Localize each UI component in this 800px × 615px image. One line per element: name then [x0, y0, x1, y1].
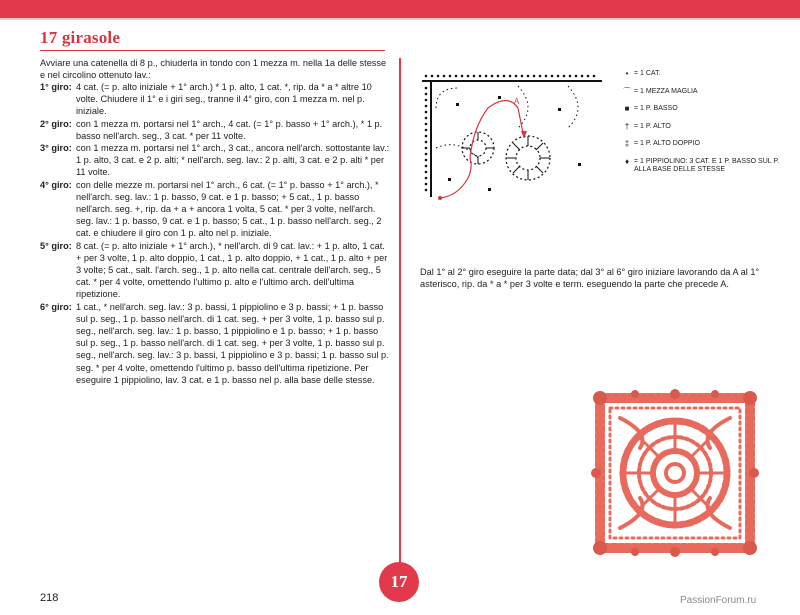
round-6 [40, 301, 392, 386]
crochet-square-photo [580, 378, 770, 568]
legend-text: = 1 CAT. [634, 70, 661, 77]
page-divider-thread [399, 58, 401, 588]
slip-stitch-icon: ⌒ [623, 86, 631, 96]
round-4 [40, 179, 392, 240]
round-text: 4 cat. (= p. alto iniziale + 1° arch.) * 1 p. alto, 1 cat. *, rip. da * a * altre 10 volte. Chiudere il 1° e i giri seg., tranne il 4° giro, con 1 mezza m. nel p. iniziale. [76, 82, 372, 117]
legend-row [620, 105, 784, 113]
picot-icon: ♦ [624, 156, 630, 166]
watermark: PassionForum.ru [680, 595, 757, 606]
round-instructions [40, 81, 392, 386]
crochet-chart-diagram [418, 68, 608, 208]
round-label: 5° giro: [40, 240, 72, 251]
pattern-number-badge: 17 [379, 562, 419, 602]
round-label: 6° giro: [40, 301, 72, 312]
top-color-band [0, 0, 800, 18]
legend-text: = 1 MEZZA MAGLIA [634, 87, 698, 95]
round-label: 2° giro: [40, 118, 72, 129]
legend-text: = 1 P. ALTO [634, 122, 671, 130]
legend-row [620, 140, 784, 148]
title-rule [40, 50, 385, 51]
treble-crochet-icon: ‡ [624, 139, 630, 148]
legend-row [620, 88, 784, 96]
round-text: con 1 mezza m. portarsi nel 1° arch., 3 cat., ancora nell'arch. sottostante lav.: 1 p. alto, 3 cat. e 2 p. alti; * nell'arch. seg. lav.: 2 p. alti, 3 cat. e 2 p. alti * per 11 volte. [76, 143, 390, 178]
page-number: 218 [40, 592, 59, 604]
legend-text: = 1 P. ALTO DOPPIO [634, 140, 700, 147]
legend-text: = 1 PIPPIOLINO: 3 CAT. E 1 P. BASSO SUL P. ALLA BASE DELLE STESSE [634, 157, 780, 173]
legend-row [620, 70, 784, 78]
chart-top-border [422, 75, 602, 82]
round-1 [40, 81, 392, 118]
stitch-legend [620, 70, 784, 183]
round-label: 1° giro: [40, 82, 72, 92]
single-crochet-icon: ■ [624, 104, 630, 113]
chain-dot-icon: • [625, 69, 629, 78]
legend-row [620, 123, 784, 131]
legend-text: = 1 P. BASSO [634, 105, 678, 112]
chart-marker-a: A [514, 97, 520, 106]
round-label: 4° giro: [40, 179, 72, 190]
round-text: con 1 mezza m. portarsi nel 1° arch., 4 cat. (= 1° p. basso + 1° arch.), * 1 p. basso nell'arch. seg., 3 cat. * per 11 volte. [76, 118, 383, 141]
round-5 [40, 240, 392, 301]
chart-left-border [425, 82, 432, 197]
intro-paragraph: Avviare una catenella di 8 p., chiuderla in tondo con 1 mezza m. nella 1a delle stesse e nel circolino ottenuto lav.: [40, 58, 387, 81]
round-3 [40, 142, 392, 179]
top-band-underline [0, 18, 800, 20]
double-crochet-icon: † [624, 121, 630, 131]
round-label: 3° giro: [40, 143, 72, 154]
legend-row [620, 158, 784, 174]
round-text: 1 cat., * nell'arch. seg. lav.: 3 p. bassi, 1 pippiolino e 3 p. bassi; + 1 p. basso sul p. seg., 1 p. basso nell'arch. di 1 cat. seg. + per 3 volte, 1 p. basso sul p. seg., nell'arch. seg. lav.: 1 p. basso, 1 pippiolino e 1 p. basso; + 1 p. basso sul p. seg., 1 p. basso nell'arch. di 1 cat. seg. + per 3 volte, 1 p. basso sul p. seg., nell'arch. seg. lav.: 3 p. bassi, 1 pippiolino e 3 p. bassi; 1 p. basso sul p. seg. * per 4 volte, omettendo l'ultimo p. basso dell'ultima ripetizione. Per eseguire 1 pippiolino, lav. 3 cat. e 1 p. basso nel p. alla base delle stesse. [76, 301, 389, 385]
round-text: con delle mezze m. portarsi nel 1° arch., 6 cat. (= 1° p. basso + 1° arch.), * nell'arch. seg. lav.: 1 p. basso, 9 cat. e 1 p. basso; + 5 cat., 1 p. basso nell'arch. seg. +, rip. da + a + ancora 1 volta, 5 cat. * per 3 volte, nell'arch. seg. lav.: 1 p. basso, 9 cat. e 1 p. basso; 5 cat., 1 p. basso nell'arch. seg., 2 cat. e chiudere il giro con 1 p. alto nel p. iniziale. [76, 179, 382, 239]
round-2 [40, 118, 392, 142]
page-title: 17 girasole [40, 28, 121, 47]
chart-instructions: Dal 1° al 2° giro eseguire la parte data; dal 3° al 6° giro iniziare lavorando da A al 1° asterisco, rip. da * a * per 3 volte e term. eseguendo la parte che precede A. [420, 267, 760, 290]
round-text: 8 cat. (= p. alto iniziale + 1° arch.), * nell'arch. di 9 cat. lav.: + 1 p. alto, 1 cat. + per 3 volte, 1 p. alto doppio, 1 cat., 1 p. alto doppio, + 1 cat., 1 p. alto + per 3 volte; 5 cat., salt. l'arch. seg., 1 p. alto nella cat. centrale dell'arch. seg., 5 cat. * per 4 volte, omettendo l'ultimo p. alto e l'ultimo arch. dell'ultima ripetizione. [76, 240, 388, 300]
